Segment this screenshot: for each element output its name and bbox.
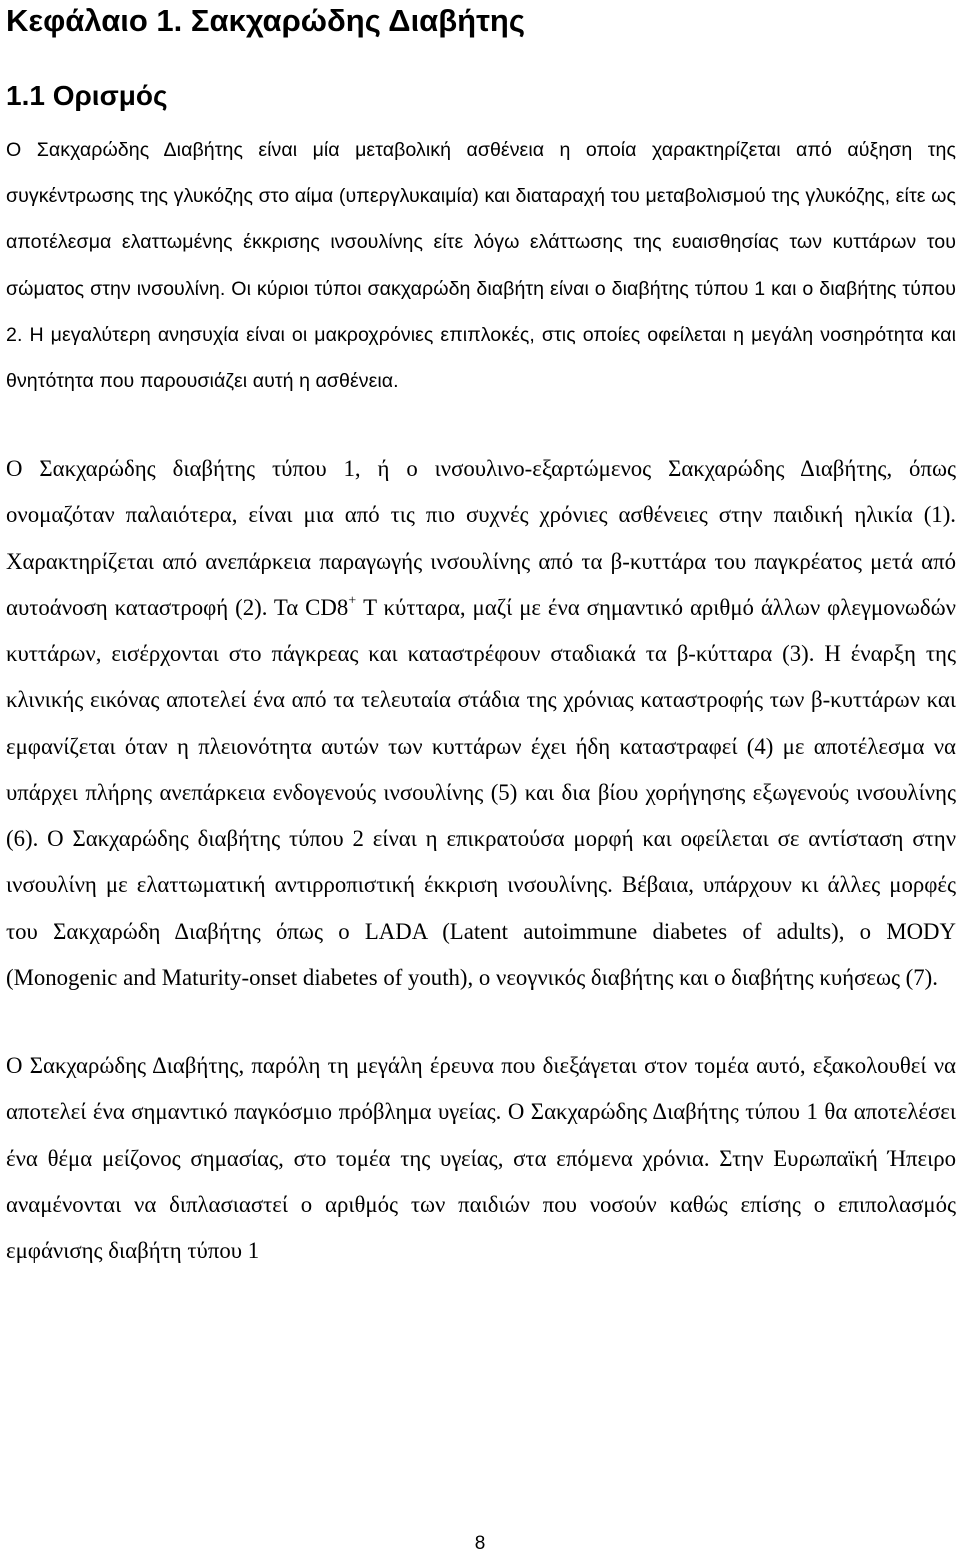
paragraph-type1-diabetes — [6, 446, 956, 1001]
paragraph-definition: Ο Σακχαρώδης Διαβήτης είναι μία μεταβολική ασθένεια η οποία χαρακτηρίζεται από αύξηση της συγκέντρωσης της γλυκόζης στο αίμα (υπεργλυκαιμία) και διαταραχή του μεταβολισμού της γλυκόζης, είτε ως αποτέλεσμα ελαττωμένης έκκρισης ινσουλίνης είτε λόγω ελάττωσης της ευαισθησίας των κυττάρων του σώματος στην ινσουλίνη. Οι κύριοι τύποι σακχαρώδη διαβήτη είναι ο διαβήτης τύπου 1 και ο διαβήτης τύπου 2. Η μεγαλύτερη ανησυχία είναι οι μακροχρόνιες επιπλοκές, στις οποίες οφείλεται η μεγάλη νοσηρότητα και θνητότητα που παρουσιάζει αυτή η ασθένεια. — [6, 139, 956, 393]
paragraph-global-problem: Ο Σακχαρώδης Διαβήτης, παρόλη τη μεγάλη έρευνα που διεξάγεται στον τομέα αυτό, εξακολουθεί να αποτελεί ένα σημαντικό παγκόσμιο πρόβλημα υγείας. Ο Σακχαρώδης Διαβήτης τύπου 1 θα αποτελέσει ένα θέμα μείζονος σημασίας, στο τομέα της υγείας, στα επόμενα χρόνια. Στην Ευρωπαϊκή Ήπειρο αναμένονται να διπλασιαστεί ο αριθμός των παιδιών που νοσούν καθώς επίσης ο επιπολασμός εμφάνισης διαβήτη τύπου 1 — [6, 1053, 956, 1264]
superscript-plus: + — [348, 592, 357, 609]
chapter-title: Κεφάλαιο 1. Σακχαρώδης Διαβήτης — [6, 3, 525, 38]
section-title: 1.1 Ορισμός — [6, 80, 168, 111]
document-page — [6, 0, 956, 1274]
paragraph-text-start: Ο Σακχαρώδης διαβήτης τύπου 1, ή ο ινσουλινο-εξαρτώμενος Σακχαρώδης Διαβήτης, όπως ονομαζόταν παλαιότερα, είναι μια από τις πιο συχνές χρόνιες ασθένειες στην παιδική ηλικία (1). Χαρακτηρίζεται από ανεπάρκεια παραγωγής ινσουλίνης από τα β-κυττάρα του παγκρέατος μετά από αυτοάνοση καταστροφή (2). Τα CD8 — [6, 456, 956, 620]
page-number: 8 — [474, 1533, 486, 1554]
paragraph-text-end: Τ κύτταρα, μαζί με ένα σημαντικό αριθμό άλλων φλεγμονωδών κυττάρων, εισέρχονται στο πάγκρεας και καταστρέφουν σταδιακά τα β-κύτταρα (3). Η έναρξη της κλινικής εικόνας αποτελεί ένα από τα τελευταία στάδια της χρόνιας καταστροφής των β-κυττάρων και εμφανίζεται όταν η πλειονότητα αυτών των κυττάρων έχει ήδη καταστραφεί (4) με αποτέλεσμα να υπάρχει πλήρης ανεπάρκεια ενδογενούς ινσουλίνης (5) και δια βίου χορήγησης εξωγενούς ινσουλίνης (6). Ο Σακχαρώδης διαβήτης τύπου 2 είναι η επικρατούσα μορφή και οφείλεται σε αντίσταση στην ινσουλίνη με ελαττωματική αντιρροπιστική έκκριση ινσουλίνης. Βέβαια, υπάρχουν κι άλλες μορφές του Σακχαρώδη Διαβήτης όπως ο LADA (Latent autoimmune diabetes of adults), ο MODY (Monogenic and Maturity-onset diabetes of youth), ο νεογνικός διαβήτης και ο διαβήτης κυήσεως (7). — [6, 594, 956, 990]
